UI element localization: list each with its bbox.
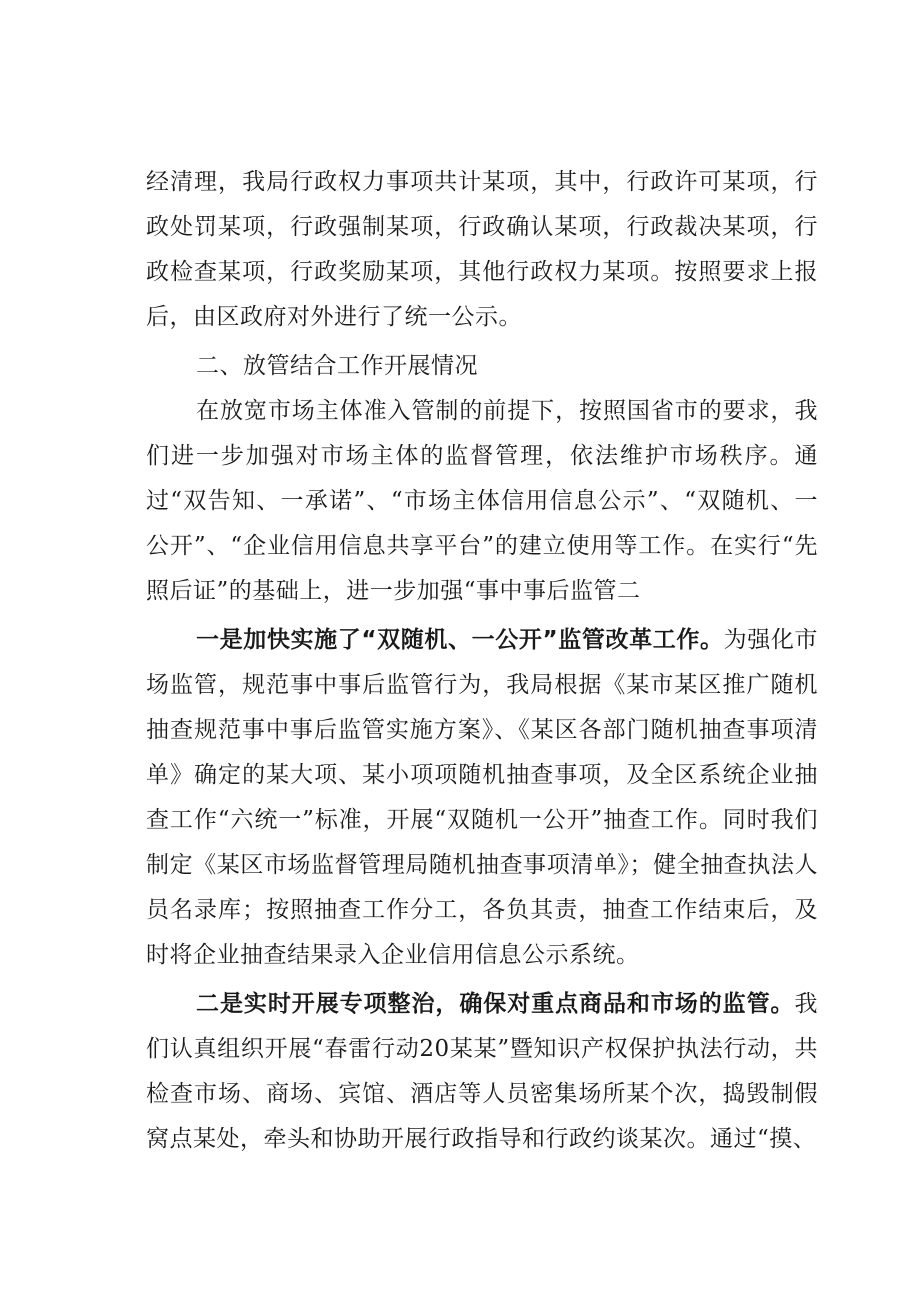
section-heading-two: 二、放管结合工作开展情况 [196,353,478,379]
paragraph-body-special-rectification: 我们认真组织开展“春雷行动20某某”暨知识产权保护执法行动，共检查市场、商场、宾馆、酒店等人员密集场所某个次，捣毁制假窝点某处，牵头和协助开展行政指导和行政约谈某次。通过“摸、 [146,991,818,1152]
paragraph-special-rectification [146,982,818,1162]
paragraph-regulation-overview: 在放宽市场主体准入管制的前提下，按照国省市的要求，我们进一步加强对市场主体的监督管理，依法维护市场秩序。通过“双告知、一承诺”、“市场主体信用信息公示”、“双随机、一公开”、“企业信用信息共享平台”的建立使用等工作。在实行“先照后证”的基础上，进一步加强“事中事后监管二 [146,398,818,604]
document-body [146,160,818,1162]
paragraph-lead-special-rectification: 二是实时开展专项整治，确保对重点商品和市场的监管。 [196,991,795,1017]
paragraph-lead-double-random: 一是加快实施了“双随机、一公开”监管改革工作。 [196,627,724,653]
paragraph-double-random [146,618,818,978]
paragraph-power-items: 经清理，我局行政权力事项共计某项，其中，行政许可某项，行政处罚某项，行政强制某项，行政确认某项，行政裁决某项，行政检查某项，行政奖励某项，其他行政权力某项。按照要求上报后，由区政府对外进行了统一公示。 [146,169,818,330]
paragraph-body-double-random: 为强化市场监管，规范事中事后监管行为，我局根据《某市某区推广随机抽查规范事中事后监管实施方案》、《某区各部门随机抽查事项清单》确定的某大项、某小项项随机抽查事项，及全区系统企业抽查工作“六统一”标准，开展“双随机一公开”抽查工作。同时我们制定《某区市场监督管理局随机抽查事项清单》；健全抽查执法人员名录库；按照抽查工作分工，各负其责，抽查工作结束后，及时将企业抽查结果录入企业信用信息公示系统。 [146,627,819,968]
